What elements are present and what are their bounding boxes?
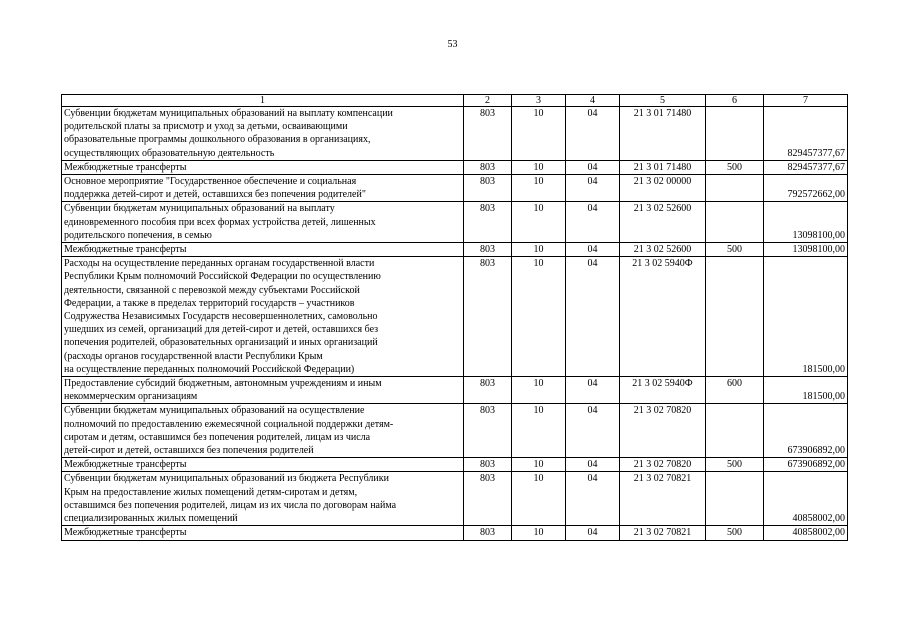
section-code-cell: 10 bbox=[512, 160, 566, 174]
item-name-line: Крым на предоставление жилых помещений детям-сиротам и детям, bbox=[64, 486, 358, 498]
subsection-code-cell: 04 bbox=[566, 458, 620, 472]
expense-type-cell: 600 bbox=[706, 377, 764, 404]
section-code-cell: 10 bbox=[512, 107, 566, 161]
item-name-line: некоммерческим организациям bbox=[64, 391, 198, 403]
column-header: 7 bbox=[764, 95, 848, 107]
amount-cell: 673906892,00 bbox=[764, 458, 848, 472]
subsection-code-cell: 04 bbox=[566, 160, 620, 174]
item-name-line: Субвенции бюджетам муниципальных образований на выплату компенсации bbox=[64, 108, 393, 119]
subsection-code-cell: 04 bbox=[566, 107, 620, 161]
expense-type-cell: 500 bbox=[706, 243, 764, 257]
table-row bbox=[62, 175, 848, 202]
item-name-cell bbox=[62, 377, 464, 404]
expense-type-cell bbox=[706, 404, 764, 458]
amount-cell: 673906892,00 bbox=[764, 404, 848, 458]
target-article-cell: 21 3 02 52600 bbox=[620, 202, 706, 243]
ministry-code-cell: 803 bbox=[464, 175, 512, 202]
table-row bbox=[62, 243, 848, 257]
item-name-line: единовременного пособия при всех формах устройства детей, лишенных bbox=[64, 216, 376, 228]
section-code-cell: 10 bbox=[512, 257, 566, 377]
item-name-line: осуществляющих образовательную деятельность bbox=[64, 147, 275, 159]
table-row bbox=[62, 202, 848, 243]
item-name-line: Субвенции бюджетам муниципальных образований из бюджета Республики bbox=[64, 473, 389, 485]
item-name-line: Федерации, а также в пределах территорий государств – участников bbox=[64, 297, 355, 309]
item-name-cell bbox=[62, 472, 464, 526]
item-name-cell bbox=[62, 458, 464, 472]
ministry-code-cell: 803 bbox=[464, 243, 512, 257]
expense-type-cell bbox=[706, 107, 764, 161]
item-name-line: поддержка детей-сирот и детей, оставшихся без попечения родителей" bbox=[64, 189, 366, 201]
page-number: 53 bbox=[447, 39, 458, 50]
ministry-code-cell: 803 bbox=[464, 257, 512, 377]
table-header-row bbox=[62, 95, 848, 107]
item-name-cell bbox=[62, 257, 464, 377]
subsection-code-cell: 04 bbox=[566, 257, 620, 377]
column-header: 4 bbox=[566, 95, 620, 107]
amount-cell: 13098100,00 bbox=[764, 243, 848, 257]
ministry-code-cell: 803 bbox=[464, 377, 512, 404]
column-header: 1 bbox=[62, 95, 464, 107]
item-name-cell bbox=[62, 243, 464, 257]
table-row bbox=[62, 404, 848, 458]
section-code-cell: 10 bbox=[512, 472, 566, 526]
subsection-code-cell: 04 bbox=[566, 243, 620, 257]
section-code-cell: 10 bbox=[512, 404, 566, 458]
table-row bbox=[62, 257, 848, 377]
ministry-code-cell: 803 bbox=[464, 160, 512, 174]
expense-type-cell: 500 bbox=[706, 160, 764, 174]
column-header: 5 bbox=[620, 95, 706, 107]
subsection-code-cell: 04 bbox=[566, 377, 620, 404]
item-name-cell bbox=[62, 526, 464, 540]
item-name-line: Содружества Независимых Государств несовершеннолетних, самовольно bbox=[64, 311, 378, 323]
item-name-line: Межбюджетные трансферты bbox=[64, 527, 187, 539]
item-name-line: родительской платы за присмотр и уход за детьми, осваивающими bbox=[64, 121, 348, 133]
table-row bbox=[62, 107, 848, 161]
ministry-code-cell: 803 bbox=[464, 458, 512, 472]
table-row bbox=[62, 160, 848, 174]
item-name-line: родительского попечения, в семью bbox=[64, 229, 212, 241]
ministry-code-cell: 803 bbox=[464, 526, 512, 540]
expense-type-cell: 500 bbox=[706, 526, 764, 540]
amount-cell: 13098100,00 bbox=[764, 202, 848, 243]
item-name-line: (расходы органов государственной власти Республики Крым bbox=[64, 350, 323, 362]
item-name-line: полномочий по предоставлению ежемесячной социальной поддержки детям- bbox=[64, 418, 394, 430]
ministry-code-cell: 803 bbox=[464, 202, 512, 243]
item-name-line: Межбюджетные трансферты bbox=[64, 244, 187, 256]
item-name-line: деятельности, связанной с перевозкой между субъектами Российской bbox=[64, 284, 360, 296]
target-article-cell: 21 3 02 70821 bbox=[620, 526, 706, 540]
item-name-line: специализированных жилых помещений bbox=[64, 513, 238, 525]
ministry-code-cell: 803 bbox=[464, 472, 512, 526]
amount-cell: 829457377,67 bbox=[764, 107, 848, 161]
item-name-line: Предоставление субсидий бюджетным, автономным учреждениям и иным bbox=[64, 378, 382, 390]
target-article-cell: 21 3 02 5940Ф bbox=[620, 377, 706, 404]
item-name-cell bbox=[62, 160, 464, 174]
subsection-code-cell: 04 bbox=[566, 175, 620, 202]
subsection-code-cell: 04 bbox=[566, 404, 620, 458]
section-code-cell: 10 bbox=[512, 202, 566, 243]
target-article-cell: 21 3 02 70821 bbox=[620, 472, 706, 526]
target-article-cell: 21 3 02 52600 bbox=[620, 243, 706, 257]
amount-cell: 181500,00 bbox=[764, 257, 848, 377]
table-row bbox=[62, 458, 848, 472]
item-name-line: ушедших из семей, организаций для детей-сирот и детей, оставшихся без bbox=[64, 324, 379, 336]
table-row bbox=[62, 526, 848, 540]
item-name-line: Межбюджетные трансферты bbox=[64, 459, 187, 471]
ministry-code-cell: 803 bbox=[464, 107, 512, 161]
target-article-cell: 21 3 02 70820 bbox=[620, 458, 706, 472]
expense-type-cell bbox=[706, 175, 764, 202]
section-code-cell: 10 bbox=[512, 175, 566, 202]
amount-cell: 40858002,00 bbox=[764, 526, 848, 540]
table-row bbox=[62, 377, 848, 404]
item-name-cell bbox=[62, 175, 464, 202]
amount-cell: 829457377,67 bbox=[764, 160, 848, 174]
item-name-line: попечения родителей, образовательных организаций и иных организаций bbox=[64, 337, 378, 349]
section-code-cell: 10 bbox=[512, 526, 566, 540]
item-name-line: детей-сирот и детей, оставшихся без попечения родителей bbox=[64, 445, 314, 457]
column-header: 6 bbox=[706, 95, 764, 107]
item-name-line: Субвенции бюджетам муниципальных образований на осуществление bbox=[64, 405, 365, 417]
subsection-code-cell: 04 bbox=[566, 526, 620, 540]
amount-cell: 792572662,00 bbox=[764, 175, 848, 202]
item-name-line: на осуществление переданных полномочий Российской Федерации) bbox=[64, 363, 355, 375]
column-header: 3 bbox=[512, 95, 566, 107]
amount-cell: 40858002,00 bbox=[764, 472, 848, 526]
expense-type-cell bbox=[706, 472, 764, 526]
table-row bbox=[62, 472, 848, 526]
section-code-cell: 10 bbox=[512, 243, 566, 257]
expense-type-cell bbox=[706, 202, 764, 243]
amount-cell: 181500,00 bbox=[764, 377, 848, 404]
item-name-cell bbox=[62, 107, 464, 161]
target-article-cell: 21 3 02 70820 bbox=[620, 404, 706, 458]
item-name-line: Основное мероприятие "Государственное обеспечение и социальная bbox=[64, 176, 357, 188]
column-header: 2 bbox=[464, 95, 512, 107]
item-name-line: образовательные программы дошкольного образования в организациях, bbox=[64, 134, 371, 146]
item-name-line: Межбюджетные трансферты bbox=[64, 161, 187, 173]
item-name-cell bbox=[62, 404, 464, 458]
target-article-cell: 21 3 02 00000 bbox=[620, 175, 706, 202]
subsection-code-cell: 04 bbox=[566, 202, 620, 243]
item-name-line: Расходы на осуществление переданных органам государственной власти bbox=[64, 258, 375, 270]
budget-table bbox=[61, 94, 848, 541]
expense-type-cell bbox=[706, 257, 764, 377]
item-name-line: Субвенции бюджетам муниципальных образований на выплату bbox=[64, 203, 335, 215]
target-article-cell: 21 3 01 71480 bbox=[620, 107, 706, 161]
ministry-code-cell: 803 bbox=[464, 404, 512, 458]
item-name-line: оставшимся без попечения родителей, лицам из их числа по договорам найма bbox=[64, 499, 397, 511]
target-article-cell: 21 3 01 71480 bbox=[620, 160, 706, 174]
section-code-cell: 10 bbox=[512, 377, 566, 404]
section-code-cell: 10 bbox=[512, 458, 566, 472]
item-name-line: Республики Крым полномочий Российской Федерации по осуществлению bbox=[64, 271, 381, 283]
subsection-code-cell: 04 bbox=[566, 472, 620, 526]
expense-type-cell: 500 bbox=[706, 458, 764, 472]
target-article-cell: 21 3 02 5940Ф bbox=[620, 257, 706, 377]
item-name-line: сиротам и детям, оставшимся без попечения родителей, лицам из числа bbox=[64, 431, 371, 443]
item-name-cell bbox=[62, 202, 464, 243]
